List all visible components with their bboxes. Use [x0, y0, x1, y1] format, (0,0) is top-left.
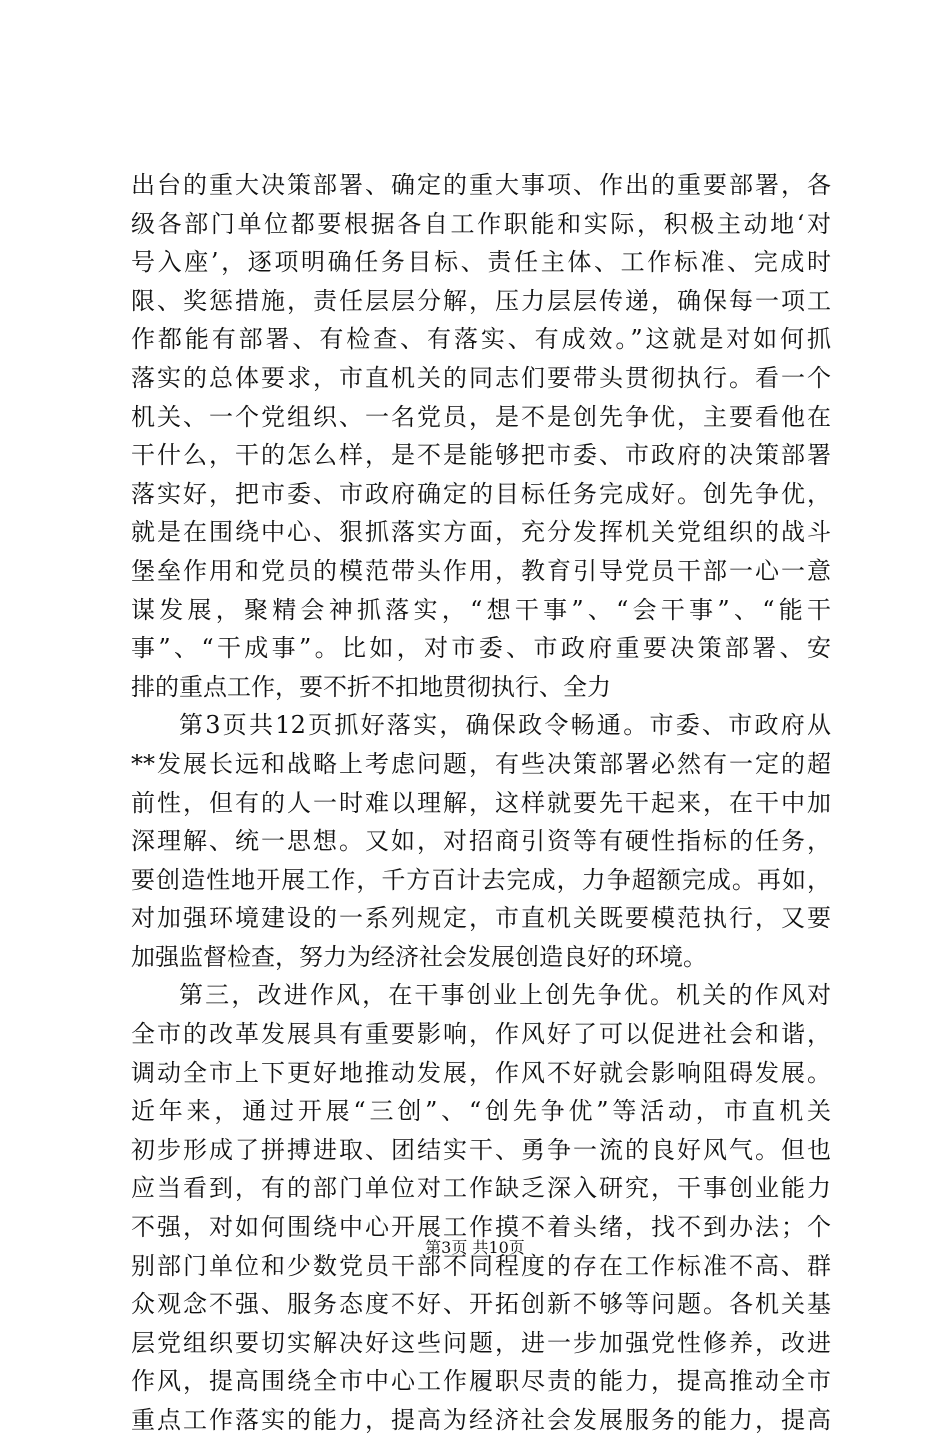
text-line: 调动全市上下更好地推动发展，作风不好就会影响阻碍发展。: [131, 1058, 831, 1087]
text-line: 机关、一个党组织、一名党员，是不是创先争优，主要看他在: [131, 402, 831, 431]
text-line: 别部门单位和少数党员干部不同程度的存在工作标准不高、群: [131, 1251, 831, 1280]
text-line: 前性，但有的人一时难以理解，这样就要先干起来，在干中加: [131, 788, 831, 817]
text-line: 深理解、统一思想。又如，对招商引资等有硬性指标的任务，: [131, 827, 831, 856]
text-line: 出台的重大决策部署、确定的重大事项、作出的重要部署，各: [131, 171, 831, 199]
text-line: 就是在围绕中心、狠抓落实方面，充分发挥机关党组织的战斗: [131, 518, 831, 547]
text-line: 加强监督检查，努力为经济社会发展创造良好的环境。: [131, 942, 707, 971]
text-line: 号入座’，逐项明确任务目标、责任主体、工作标准、完成时: [131, 248, 831, 277]
text-line: 落实的总体要求，市直机关的同志们要带头贯彻执行。看一个: [131, 363, 831, 392]
text-line: 全市的改革发展具有重要影响，作风好了可以促进社会和谐，: [131, 1020, 831, 1049]
text-line: 对加强环境建设的一系列规定，市直机关既要模范执行，又要: [131, 904, 831, 933]
text-line: 限、奖惩措施，责任层层分解，压力层层传递，确保每一项工: [131, 286, 831, 315]
text-line: 作都能有部署、有检查、有落实、有成效。”这就是对如何抓: [131, 325, 831, 354]
text-line: 应当看到，有的部门单位对工作缺乏深入研究，干事创业能力: [131, 1174, 831, 1203]
text-line: 谋发展，聚精会神抓落实，“想干事”、“会干事”、“能干: [131, 595, 831, 624]
text-line: 排的重点工作，要不折不扣地贯彻执行、全力: [131, 672, 611, 701]
text-line: 不强，对如何围绕中心开展工作摸不着头绪，找不到办法；个: [131, 1213, 831, 1242]
text-line: 第3页共12页抓好落实，确保政令畅通。市委、市政府从: [179, 711, 831, 740]
text-line: 近年来，通过开展“三创”、“创先争优”等活动，市直机关: [131, 1097, 831, 1126]
text-line: 重点工作落实的能力，提高为经济社会发展服务的能力，提高: [131, 1406, 831, 1434]
text-line: 层党组织要切实解决好这些问题，进一步加强党性修养，改进: [131, 1328, 831, 1357]
text-line: 落实好，把市委、市政府确定的目标任务完成好。创先争优，: [131, 479, 831, 508]
text-line: **发展长远和战略上考虑问题，有些决策部署必然有一定的超: [131, 749, 831, 778]
text-line: 堡垒作用和党员的模范带头作用，教育引导党员干部一心一意: [131, 556, 831, 585]
text-line: 事”、“干成事”。比如，对市委、市政府重要决策部署、安: [131, 634, 831, 663]
text-line: 第三，改进作风，在干事创业上创先争优。机关的作风对: [179, 981, 831, 1010]
text-line: 初步形成了拼搏进取、团结实干、勇争一流的良好风气。但也: [131, 1135, 831, 1164]
page-footer: 第3页 共10页: [425, 1238, 525, 1257]
text-line: 作风，提高围绕全市中心工作履职尽责的能力，提高推动全市: [131, 1367, 831, 1396]
text-line: 众观念不强、服务态度不好、开拓创新不够等问题。各机关基: [131, 1290, 831, 1319]
text-line: 要创造性地开展工作，千方百计去完成，力争超额完成。再如，: [131, 865, 831, 894]
text-line: 干什么，干的怎么样，是不是能够把市委、市政府的决策部署: [131, 441, 831, 470]
text-line: 级各部门单位都要根据各自工作职能和实际，积极主动地‘对: [131, 209, 831, 238]
